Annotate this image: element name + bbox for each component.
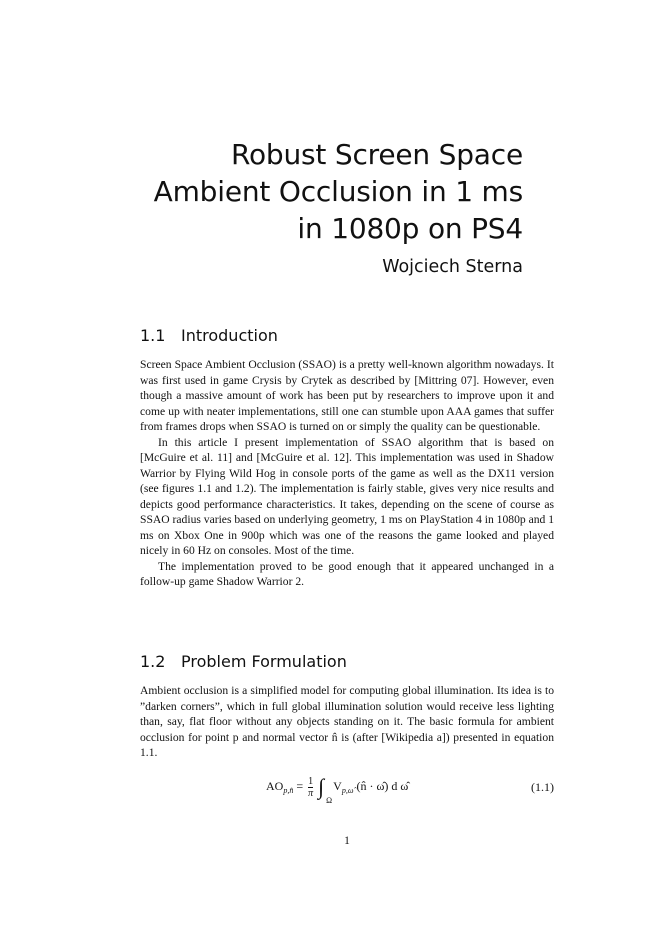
paragraph: The implementation proved to be good enough that it appeared unchanged in a follow-up game Shadow Warrior 2. bbox=[140, 559, 554, 588]
section-number: 1.1 bbox=[140, 326, 166, 345]
eq-lhs-sub: p,n̂ bbox=[283, 786, 294, 796]
problem-formulation-body bbox=[140, 683, 554, 761]
eq-frac-den: π bbox=[308, 787, 314, 799]
paper-title: Robust Screen Space Ambient Occlusion in 1 ms in 1080p on PS4 bbox=[153, 138, 523, 245]
section-number: 1.2 bbox=[140, 652, 166, 671]
eq-integral-sub: Ω bbox=[326, 796, 333, 805]
page-number: 1 bbox=[344, 835, 350, 847]
eq-body: (n̂ · ω̂) d ω̂ bbox=[356, 778, 409, 793]
eq-fraction bbox=[308, 776, 313, 799]
eq-integrand: V bbox=[333, 778, 342, 793]
section-heading-problem-formulation bbox=[140, 652, 347, 672]
paragraph: Ambient occlusion is a simplified model for computing global illumination. Its idea is to ”darken corners”, which in full global illumination solution would receive less lighting than, say, flat floor without any objects standing on it. The basic formula for ambient occlusion for point p and normal vector n̂ is (after [Wikipedia a]) presented in equation 1.1. bbox=[140, 684, 554, 759]
section-heading-introduction bbox=[140, 326, 278, 346]
paragraph: Screen Space Ambient Occlusion (SSAO) is a pretty well-known algorithm nowadays. It was first used in game Crysis by Crytek as described by [Mittring 07]. However, even though a massive amount of work has been put by researchers to improve upon it and come up with neater implementations, still one can stumble upon AAA games that suffer from frames drops when SSAO is turned on or simply the quality can be questionable. bbox=[140, 358, 554, 433]
introduction-body bbox=[140, 357, 554, 590]
eq-integral: ∫ bbox=[318, 774, 325, 799]
eq-integrand-sub: p,ω̂ bbox=[341, 786, 354, 796]
eq-frac-num: 1 bbox=[308, 775, 314, 787]
paragraph: In this article I present implementation of SSAO algorithm that is based on [McGuire et al. 11] and [McGuire et al. 12]. This implementation was used in Shadow Warrior by Flying Wild Hog in console ports of the game as well as the DX11 version (see figures 1.1 and 1.2). The implementation is fairly stable, gives very nice results and depicts good performance characteristics. It takes, depending on the scene of course as SSAO radius varies based on underlying geometry, 1 ms on PlayStation 4 in 1080p and 1 ms on Xbox One in 900p which was one of the reasons the game looked and played nicely in 60 Hz on consoles. Most of the time. bbox=[140, 435, 555, 557]
eq-equals: = bbox=[296, 778, 304, 793]
integral-symbol bbox=[318, 774, 333, 805]
author-name: Wojciech Sterna bbox=[382, 257, 523, 277]
equation-formula bbox=[266, 774, 409, 805]
eq-lhs: AO bbox=[266, 778, 284, 793]
section-title: Introduction bbox=[181, 326, 278, 345]
equation-number: (1.1) bbox=[531, 780, 554, 794]
section-title: Problem Formulation bbox=[181, 652, 347, 671]
equation-1-1 bbox=[140, 770, 554, 810]
